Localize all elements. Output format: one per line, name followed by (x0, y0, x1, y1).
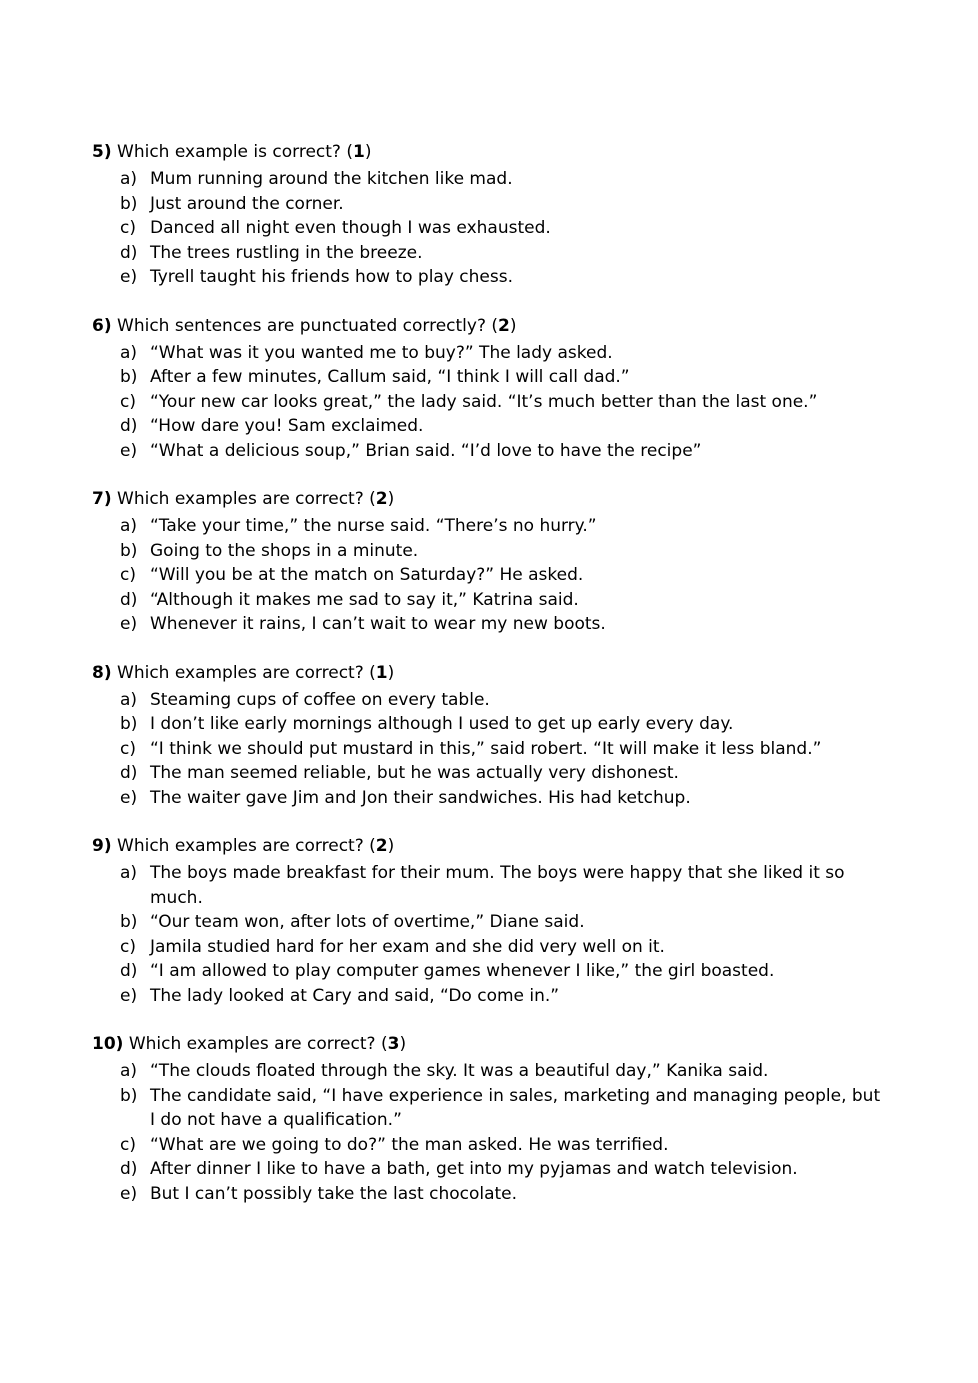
option-label: c) (120, 391, 136, 412)
option-label: e) (120, 267, 138, 287)
list-item[interactable] (120, 563, 886, 588)
option-label: a) (120, 1061, 138, 1081)
option-text: “Take your time,” the nurse said. “There’s no hurry.” (150, 516, 597, 536)
question-block (92, 1032, 886, 1206)
question-block (92, 140, 886, 290)
option-text: The waiter gave Jim and Jon their sandwiches. His had ketchup. (150, 787, 691, 808)
option-text: The boys made breakfast for their mum. The boys were happy that she liked it so much. (150, 863, 845, 908)
list-item[interactable] (120, 265, 886, 290)
option-label: d) (120, 242, 138, 263)
question-marks-close: ) (364, 142, 372, 162)
option-text: Jamila studied hard for her exam and she did very well on it. (150, 936, 665, 957)
option-text: “I think we should put mustard in this,” said robert. “It will make it less bland.” (150, 738, 822, 759)
question-number: 9) (92, 836, 112, 856)
option-label: e) (120, 440, 138, 461)
option-label: b) (120, 912, 138, 932)
option-list (92, 341, 886, 464)
questions-list (92, 140, 886, 1206)
option-label: a) (120, 516, 138, 536)
option-text: After dinner I like to have a bath, get into my pyjamas and watch television. (150, 1159, 798, 1179)
option-text: But I can’t possibly take the last chocolate. (150, 1183, 518, 1204)
option-label: c) (120, 218, 136, 238)
question-block (92, 314, 886, 464)
question-block (92, 661, 886, 811)
list-item[interactable] (120, 910, 886, 935)
question-marks-close: ) (387, 662, 395, 683)
question-marks-close: ) (399, 1034, 407, 1054)
list-item[interactable] (120, 341, 886, 366)
option-text: Just around the corner. (150, 193, 344, 214)
list-item[interactable] (120, 737, 886, 762)
option-label: d) (120, 1159, 138, 1179)
option-label: e) (120, 1183, 138, 1204)
option-text: Tyrell taught his friends how to play chess. (150, 267, 514, 287)
option-label: d) (120, 589, 138, 610)
list-item[interactable] (120, 761, 886, 786)
option-label: d) (120, 961, 138, 981)
list-item[interactable] (120, 167, 886, 192)
question-prompt (92, 487, 886, 511)
option-text: “Will you be at the match on Saturday?” He asked. (150, 565, 584, 585)
option-list (92, 688, 886, 811)
option-text: “What a delicious soup,” Brian said. “I’d love to have the recipe” (150, 440, 702, 461)
list-item[interactable] (120, 539, 886, 564)
question-marks: 2 (498, 315, 510, 336)
list-item[interactable] (120, 786, 886, 811)
question-prompt (92, 314, 886, 338)
option-label: c) (120, 1134, 136, 1155)
list-item[interactable] (120, 712, 886, 737)
option-label: b) (120, 714, 138, 734)
list-item[interactable] (120, 1133, 886, 1158)
list-item[interactable] (120, 612, 886, 637)
option-text: “What was it you wanted me to buy?” The lady asked. (150, 342, 613, 363)
question-block (92, 834, 886, 1008)
question-number: 8) (92, 662, 112, 683)
option-label: c) (120, 565, 136, 585)
question-marks: 1 (375, 662, 388, 683)
option-label: d) (120, 416, 138, 436)
option-text: “What are we going to do?” the man asked. He was terrified. (150, 1134, 669, 1155)
question-number: 5) (92, 142, 112, 162)
option-label: a) (120, 342, 138, 363)
option-label: a) (120, 169, 138, 189)
question-text: Which example is correct? ( (117, 142, 353, 162)
question-marks-close: ) (387, 836, 395, 856)
option-text: “How dare you! Sam exclaimed. (150, 416, 424, 436)
list-item[interactable] (120, 514, 886, 539)
option-label: c) (120, 936, 136, 957)
question-prompt (92, 834, 886, 858)
list-item[interactable] (120, 861, 886, 910)
question-text: Which examples are correct? ( (117, 489, 376, 509)
list-item[interactable] (120, 192, 886, 217)
list-item[interactable] (120, 390, 886, 415)
list-item[interactable] (120, 1182, 886, 1207)
option-text: Whenever it rains, I can’t wait to wear my new boots. (150, 614, 606, 634)
question-text: Which examples are correct? ( (117, 836, 376, 856)
question-number: 10) (92, 1034, 124, 1054)
question-text: Which sentences are punctuated correctly? ( (117, 315, 499, 336)
option-label: e) (120, 985, 138, 1006)
question-number: 7) (92, 489, 112, 509)
list-item[interactable] (120, 1157, 886, 1182)
question-marks: 2 (375, 489, 388, 509)
option-label: a) (120, 863, 138, 883)
question-number: 6) (92, 315, 112, 336)
question-prompt (92, 1032, 886, 1056)
question-marks-close: ) (509, 315, 517, 336)
question-marks: 2 (375, 836, 388, 856)
option-label: b) (120, 193, 138, 214)
question-marks-close: ) (387, 489, 395, 509)
option-text: “Your new car looks great,” the lady said. “It’s much better than the last one.” (150, 391, 818, 412)
option-text: I don’t like early mornings although I used to get up early every day. (150, 714, 734, 734)
option-text: The candidate said, “I have experience in sales, marketing and managing people, but I do not have a qualification.” (150, 1085, 881, 1130)
list-item[interactable] (120, 984, 886, 1009)
option-text: “I am allowed to play computer games whenever I like,” the girl boasted. (150, 961, 775, 981)
option-text: The lady looked at Cary and said, “Do come in.” (150, 985, 560, 1006)
question-marks: 1 (353, 142, 365, 162)
option-text: “The clouds floated through the sky. It was a beautiful day,” Kanika said. (150, 1061, 769, 1081)
option-label: e) (120, 614, 138, 634)
option-label: b) (120, 367, 138, 387)
option-text: Steaming cups of coffee on every table. (150, 689, 490, 710)
list-item[interactable] (120, 1084, 886, 1133)
option-label: a) (120, 689, 138, 710)
question-text: Which examples are correct? ( (128, 1034, 388, 1054)
option-text: “Our team won, after lots of overtime,” Diane said. (150, 912, 585, 932)
option-text: The trees rustling in the breeze. (150, 242, 423, 263)
option-text: Danced all night even though I was exhausted. (150, 218, 551, 238)
option-label: b) (120, 1085, 138, 1106)
list-item[interactable] (120, 688, 886, 713)
option-text: Going to the shops in a minute. (150, 540, 419, 561)
list-item[interactable] (120, 959, 886, 984)
list-item[interactable] (120, 216, 886, 241)
option-label: b) (120, 540, 138, 561)
option-list (92, 861, 886, 1008)
option-label: e) (120, 787, 138, 808)
option-list (92, 514, 886, 637)
option-text: The man seemed reliable, but he was actually very dishonest. (150, 763, 679, 783)
list-item[interactable] (120, 935, 886, 960)
option-text: Mum running around the kitchen like mad. (150, 169, 513, 189)
list-item[interactable] (120, 439, 886, 464)
list-item[interactable] (120, 414, 886, 439)
list-item[interactable] (120, 241, 886, 266)
option-text: After a few minutes, Callum said, “I think I will call dad.” (150, 367, 630, 387)
option-label: c) (120, 738, 136, 759)
question-text: Which examples are correct? ( (117, 662, 376, 683)
list-item[interactable] (120, 588, 886, 613)
option-list (92, 1059, 886, 1206)
option-label: d) (120, 763, 138, 783)
option-list (92, 167, 886, 290)
option-text: “Although it makes me sad to say it,” Katrina said. (150, 589, 579, 610)
question-prompt (92, 140, 886, 164)
question-marks: 3 (387, 1034, 400, 1054)
list-item[interactable] (120, 1059, 886, 1084)
question-prompt (92, 661, 886, 685)
question-block (92, 487, 886, 637)
list-item[interactable] (120, 365, 886, 390)
